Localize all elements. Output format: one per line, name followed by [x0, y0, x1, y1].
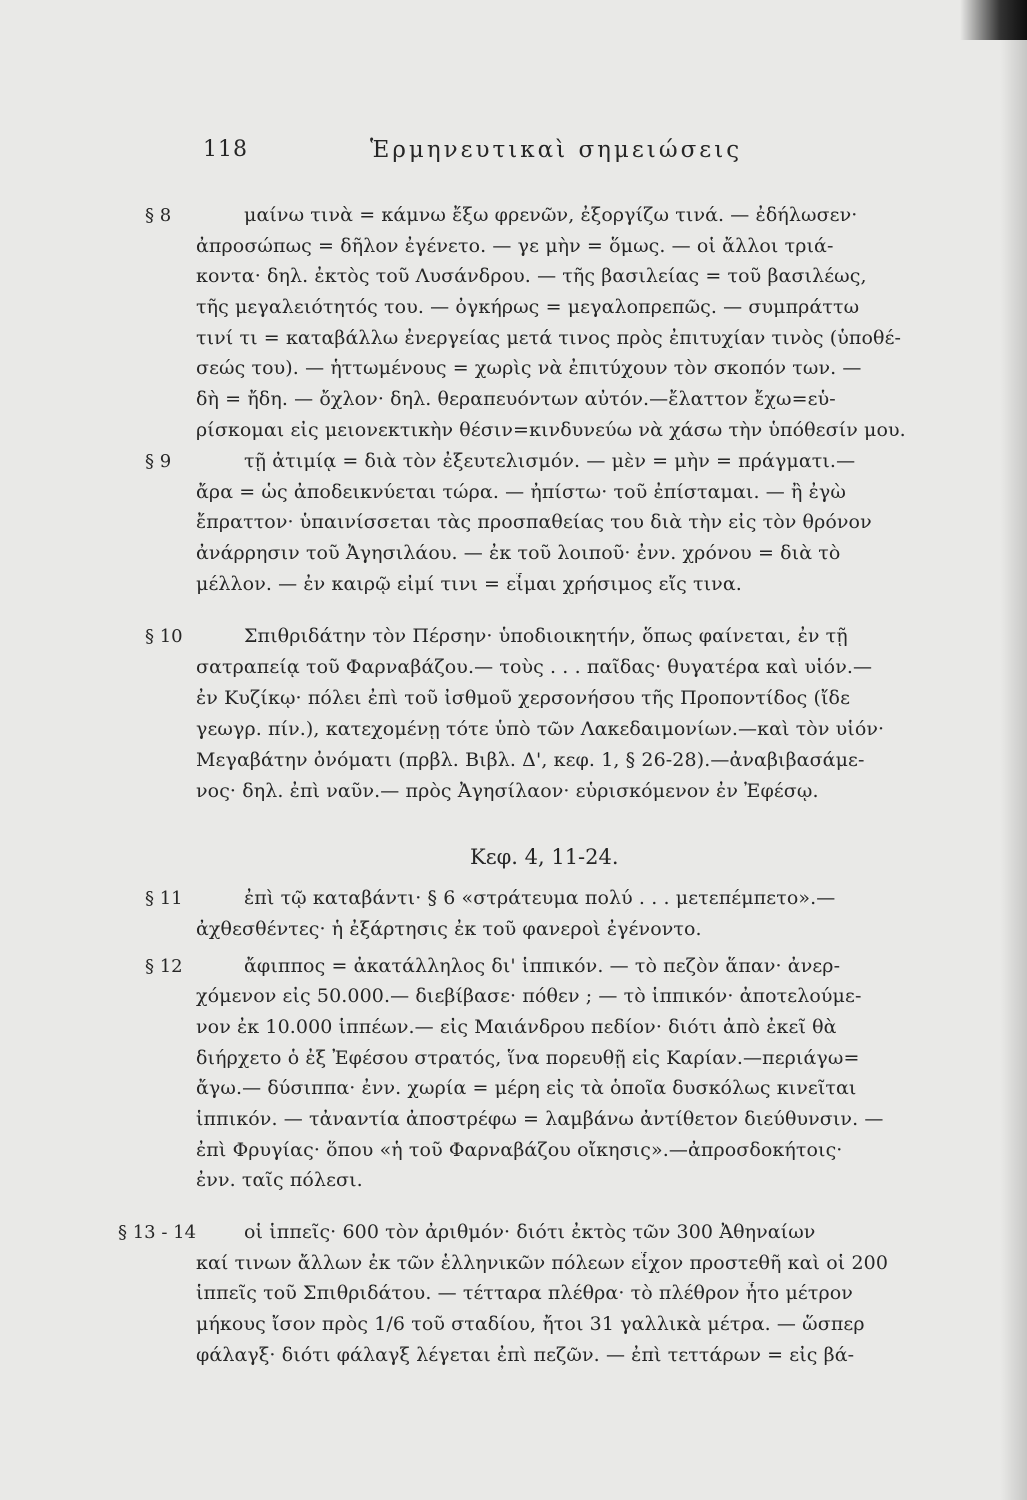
text-line: ἐνν. ταῖς πόλεσι.	[196, 1169, 363, 1191]
text-line: ἐπὶ τῷ καταβάντι· § 6 «στράτευμα πολύ . . . μετεπέμπετο».—	[244, 887, 836, 909]
page-number: 118	[203, 137, 248, 162]
text-line: μέλλον. — ἐν καιρῷ εἰμί τινι = εἶμαι χρήσιμος εἴς τινα.	[196, 573, 742, 595]
text-line: οἱ ἱππεῖς· 600 τὸν ἀριθμόν· διότι ἐκτὸς τῶν 300 Ἀθηναίων	[244, 1221, 816, 1243]
text-line: ἄγω.— δύσιππα· ἐνν. χωρία = μέρη εἰς τὰ ὁποῖα δυσκόλως κινεῖται	[196, 1077, 857, 1099]
text-line: νος· δηλ. ἐπὶ ναῦν.— πρὸς Ἀγησίλαον· εὑρισκόμενον ἐν Ἐφέσῳ.	[196, 780, 819, 802]
text-line: ἱππεῖς τοῦ Σπιθριδάτου. — τέτταρα πλέθρα· τὸ πλέθρον ἦτο μέτρον	[196, 1282, 853, 1304]
text-line: καί τινων ἄλλων ἐκ τῶν ἑλληνικῶν πόλεων εἶχον προστεθῆ καὶ οἱ 200	[196, 1252, 889, 1274]
text-line: δὴ = ἤδη. — ὄχλον· δηλ. θεραπευόντων αὐτόν.—ἔλαττον ἔχω=εὑ-	[196, 388, 836, 410]
section-mark: § 8	[145, 205, 172, 226]
text-line: μαίνω τινὰ = κάμνω ἔξω φρενῶν, ἐξοργίζω τινά. — ἐδήλωσεν·	[244, 204, 858, 226]
text-line: τῇ ἀτιμίᾳ = διὰ τὸν ἐξευτελισμόν. — μὲν = μὴν = πράγματι.—	[244, 450, 856, 472]
text-line: τινί τι = καταβάλλω ἐνεργείας μετά τινος πρὸς ἐπιτυχίαν τινὸς (ὑποθέ-	[196, 327, 902, 349]
running-title: Ἑρμηνευτικαὶ σημειώσεις	[370, 137, 743, 163]
text-line: Μεγαβάτην ὀνόματι (πρβλ. Βιβλ. Δ', κεφ. 1, § 26-28).—ἀναβιβασάμε-	[196, 749, 865, 771]
text-line: ἀπροσώπως = δῆλον ἐγένετο. — γε μὴν = ὅμως. — οἱ ἄλλοι τριά-	[196, 235, 834, 257]
text-line: ρίσκομαι εἰς μειονεκτικὴν θέσιν=κινδυνεύω νὰ χάσω τὴν ὑπόθεσίν μου.	[196, 419, 906, 441]
section-mark: § 12	[145, 956, 183, 977]
text-line: ἐπὶ Φρυγίας· ὅπου «ἡ τοῦ Φαρναβάζου οἴκησις».—ἀπροσδοκήτοις·	[196, 1139, 843, 1161]
text-line: χόμενον εἰς 50.000.— διεβίβασε· πόθεν ; — τὸ ἱππικόν· ἀποτελούμε-	[196, 985, 862, 1007]
text-line: ἱππικόν. — τἀναντία ἀποστρέφω = λαμβάνω ἀντίθετον διεύθυνσιν. —	[196, 1108, 884, 1130]
section-mark: § 9	[145, 451, 172, 472]
section-mark: § 10	[145, 626, 183, 647]
text-line: ἄφιππος = ἀκατάλληλος δι' ἱππικόν. — τὸ πεζὸν ἅπαν· ἀνερ-	[244, 955, 841, 977]
text-line: φάλαγξ· διότι φάλαγξ λέγεται ἐπὶ πεζῶν. — ἐπὶ τεττάρων = εἰς βά-	[196, 1344, 855, 1366]
text-line: νον ἐκ 10.000 ἱππέων.— εἰς Μαιάνδρου πεδίον· διότι ἀπὸ ἐκεῖ θὰ	[196, 1016, 837, 1038]
section-mark: § 11	[145, 888, 183, 909]
text-line: Σπιθριδάτην τὸν Πέρσην· ὑποδιοικητήν, ὅπως φαίνεται, ἐν τῇ	[244, 625, 848, 647]
chapter-heading: Κεφ. 4, 11-24.	[470, 845, 619, 869]
section-mark: § 13 - 14	[118, 1222, 197, 1243]
text-line: τῆς μεγαλειότητός του. — ὀγκήρως = μεγαλοπρεπῶς. — συμπράττω	[196, 296, 860, 318]
text-line: ἄρα = ὡς ἀποδεικνύεται τώρα. — ἠπίστω· τοῦ ἐπίσταμαι. — ἢ ἐγὼ	[196, 481, 846, 503]
text-line: ἀχθεσθέντες· ἡ ἐξάρτησις ἐκ τοῦ φανεροὶ ἐγένοντο.	[196, 918, 702, 940]
text-line: μήκους ἴσον πρὸς 1/6 τοῦ σταδίου, ἤτοι 31 γαλλικὰ μέτρα. — ὥσπερ	[196, 1313, 865, 1335]
text-line: γεωγρ. πίν.), κατεχομένῃ τότε ὑπὸ τῶν Λακεδαιμονίων.—καὶ τὸν υἱόν·	[196, 718, 885, 740]
running-header	[0, 137, 1027, 177]
text-line: διήρχετο ὁ ἐξ Ἐφέσου στρατός, ἵνα πορευθῇ εἰς Καρίαν.—περιάγω=	[196, 1047, 860, 1069]
text-line: κοντα· δηλ. ἐκτὸς τοῦ Λυσάνδρου. — τῆς βασιλείας = τοῦ βασιλέως,	[196, 265, 867, 287]
text-line: ἀνάρρησιν τοῦ Ἀγησιλάου. — ἐκ τοῦ λοιποῦ· ἐνν. χρόνου = διὰ τὸ	[196, 542, 841, 564]
text-line: σεώς του). — ἡττωμένους = χωρὶς νὰ ἐπιτύχουν τὸν σκοπόν των. —	[196, 357, 862, 379]
text-line: σατραπείᾳ τοῦ Φαρναβάζου.— τοὺς . . . παῖδας· θυγατέρα καὶ υἱόν.—	[196, 656, 873, 678]
text-line: ἔπραττον· ὑπαινίσσεται τὰς προσπαθείας του διὰ τὴν εἰς τὸν θρόνον	[196, 511, 872, 533]
text-line: ἐν Κυζίκῳ· πόλει ἐπὶ τοῦ ἰσθμοῦ χερσονήσου τῆς Προποντίδος (ἴδε	[196, 687, 851, 709]
